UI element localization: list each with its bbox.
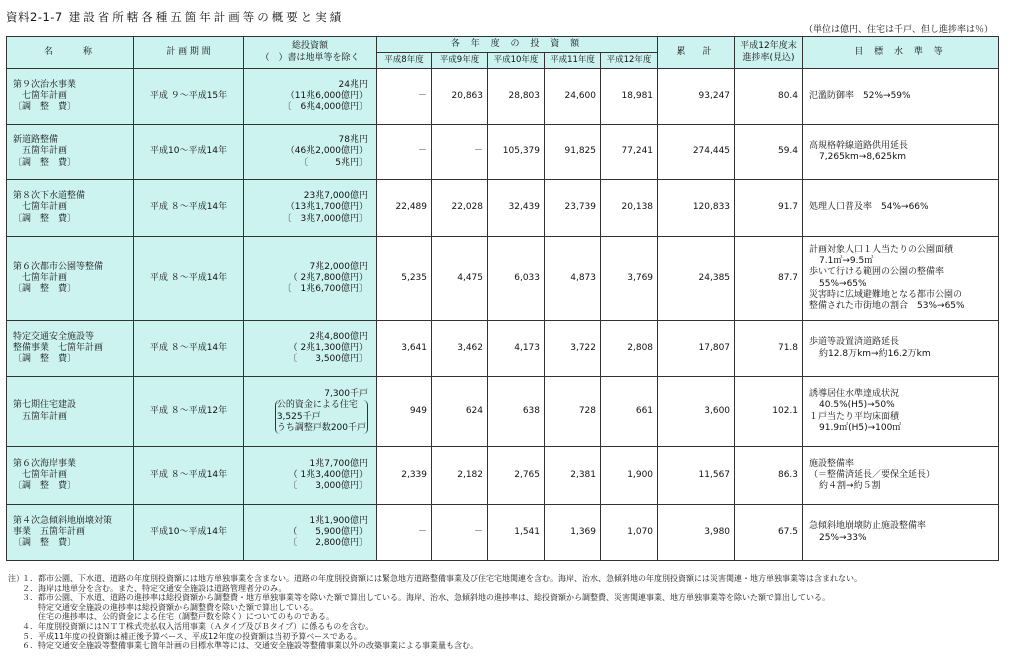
target-level-cell (803, 447, 999, 505)
plan-name-line: 〔調 整 費〕 (13, 213, 77, 224)
yearly-investment-cell: － (377, 505, 432, 561)
cumulative-cell: 120,833 (658, 180, 735, 237)
plan-name-line: 新道路整備 (13, 135, 59, 146)
budget-line: 〔 1兆6,700億円〕 (282, 284, 368, 295)
yearly-investment-cell: 20,138 (601, 180, 658, 237)
table-row (7, 447, 999, 505)
unit-note: （単位は億円、住宅は千戸、但し進捗率は％） (803, 25, 993, 35)
plan-name-line: 第七期住宅建設 (13, 400, 77, 411)
yearly-investment-cell: 77,241 (601, 125, 658, 180)
total-budget-cell (244, 447, 377, 505)
plan-name-cell (7, 125, 134, 180)
header-progress-line1: 平成12年度末 (740, 41, 797, 52)
budget-line: 7兆2,000億円 (309, 261, 368, 272)
footnote-item: ５．平成11年度の投資額は補正後予算ベース、平成12年度の投資額は当初予算ベースである。 (22, 631, 362, 641)
yearly-investment-cell: 4,475 (432, 237, 488, 321)
table-row (7, 237, 999, 321)
target-line: 25%→33% (819, 532, 867, 543)
footnote-item: １．都市公園、下水道、道路の年度別投資額には地方単独事業を含まない。道路の年度別投資額には緊急地方道路整備事業及び住宅宅地関連を含む。海岸、治水、急傾斜地の年度別投資額には災害関連・地方単独事業等は含まれない。 (22, 574, 862, 583)
document-title (6, 9, 344, 25)
header-year: 平成8年度 (377, 53, 432, 69)
budget-line: 〔 3,500億円〕 (288, 354, 368, 365)
budget-line: 24兆円 (338, 79, 368, 90)
plan-period-cell: 平成 ８～平成14年 (134, 447, 244, 505)
yearly-investment-cell: 1,369 (545, 505, 601, 561)
plan-name-line: 七箇年計画 (13, 202, 68, 213)
plan-name-line: 七箇年計画 (13, 90, 68, 101)
budget-box-line: うち調整戸数200千戸 (276, 422, 366, 433)
yearly-investment-cell: 32,439 (488, 180, 545, 237)
yearly-investment-cell: 18,981 (601, 69, 658, 125)
target-line: 整備された市街地の割合 53%→65% (809, 301, 965, 311)
table-row (7, 505, 999, 561)
target-level-cell (803, 321, 999, 377)
plan-name-line: 第９次治水事業 (13, 79, 77, 90)
footnotes-label: 注） (8, 574, 24, 583)
yearly-investment-cell: 22,028 (432, 180, 488, 237)
progress-rate-cell: 87.7 (735, 237, 803, 321)
progress-rate-cell: 71.8 (735, 321, 803, 377)
total-budget-cell (244, 237, 377, 321)
yearly-investment-cell: 638 (488, 377, 545, 447)
target-level-cell (803, 377, 999, 447)
total-budget-cell (244, 125, 377, 180)
yearly-investment-cell: 2,182 (432, 447, 488, 505)
budget-box-line: 3,525千戸 (276, 411, 321, 422)
header-year: 平成9年度 (432, 53, 488, 69)
plan-period-cell: 平成 ９～平成15年 (134, 69, 244, 125)
progress-rate-cell: 91.7 (735, 180, 803, 237)
plan-name-line: 事業 五箇年計画 (13, 526, 86, 537)
budget-line: 〔 5兆円〕 (299, 157, 368, 168)
target-line: １戸当たり平均床面積 (809, 411, 900, 422)
plan-name-line: 七箇年計画 (13, 272, 68, 283)
header-name: 名 称 (7, 37, 134, 69)
plan-name-line: 五箇年計画 (13, 146, 68, 157)
plan-period-cell: 平成10～平成14年 (134, 125, 244, 180)
target-line: 歩いて行ける範囲の公園の整備率 (809, 267, 945, 278)
plan-name-line: 〔調 整 費〕 (13, 102, 77, 113)
target-line: 約12.8万km→約16.2万km (819, 348, 931, 359)
table-row (7, 69, 999, 125)
yearly-investment-cell: 4,173 (488, 321, 545, 377)
header-cumulative: 累 計 (658, 37, 735, 69)
budget-line: （ 2兆1,300億円） (288, 342, 368, 353)
yearly-investment-cell: 1,541 (488, 505, 545, 561)
target-line: 約４割→約５割 (819, 481, 881, 492)
target-line: 高規格幹線道路供用延長 (809, 140, 909, 151)
yearly-investment-cell: 5,235 (377, 237, 432, 321)
yearly-investment-cell: 3,722 (545, 321, 601, 377)
target-line: 氾濫防御率 52%→59% (809, 90, 911, 101)
header-progress-line2: 進捗率(見込) (742, 52, 795, 63)
yearly-investment-cell: 105,379 (488, 125, 545, 180)
yearly-investment-cell: 1,900 (601, 447, 658, 505)
footnotes-list (22, 574, 862, 651)
budget-line: 1兆1,900億円 (309, 515, 368, 526)
budget-line: 78兆円 (338, 135, 368, 146)
budget-line: 〔 3,000億円〕 (288, 481, 368, 492)
plan-period-cell: 平成10～平成14年 (134, 505, 244, 561)
yearly-investment-cell: 2,339 (377, 447, 432, 505)
header-budget (244, 37, 377, 69)
budget-line: 〔 2,800億円〕 (288, 538, 368, 549)
yearly-investment-cell: － (432, 505, 488, 561)
plan-name-line: 〔調 整 費〕 (13, 354, 77, 365)
progress-rate-cell: 102.1 (735, 377, 803, 447)
header-progress (735, 37, 803, 69)
target-line: （＝整備済延長／要保全延長） (809, 469, 936, 480)
yearly-investment-cell: － (377, 69, 432, 125)
header-year: 平成12年度 (601, 53, 658, 69)
target-line: 災害時に広域避難地となる都市公園の (809, 289, 963, 300)
yearly-investment-cell: 28,803 (488, 69, 545, 125)
yearly-investment-cell: 3,462 (432, 321, 488, 377)
plan-name-line: 第６次海岸事業 (13, 458, 77, 469)
target-line: 計画対象人口１人当たりの公園面積 (809, 244, 954, 255)
plan-name-line: 特定交通安全施設等 (13, 331, 95, 342)
yearly-investment-cell: 1,070 (601, 505, 658, 561)
footnote-item: ４．年度別投資額にはＮＴＴ株式売払収入活用事業（Ａタイプ及びＢタイプ）に係るものを含む。 (22, 621, 374, 631)
plan-name-line: 七箇年計画 (13, 469, 68, 480)
target-line: 施設整備率 (809, 458, 855, 469)
yearly-investment-cell: 20,863 (432, 69, 488, 125)
budget-box-line: 公的資金による住宅 (276, 400, 358, 411)
plan-period-cell: 平成 ８～平成14年 (134, 180, 244, 237)
total-budget-cell (244, 377, 377, 447)
plan-name-line: 第４次急傾斜地崩壊対策 (13, 515, 113, 526)
yearly-investment-cell: 661 (601, 377, 658, 447)
yearly-investment-cell: 2,381 (545, 447, 601, 505)
budget-line: 〔 3兆7,000億円〕 (282, 213, 368, 224)
cumulative-cell: 17,807 (658, 321, 735, 377)
target-level-cell (803, 180, 999, 237)
cumulative-cell: 24,385 (658, 237, 735, 321)
plan-period-cell: 平成 ８～平成14年 (134, 237, 244, 321)
yearly-investment-cell: 23,739 (545, 180, 601, 237)
target-level-cell (803, 125, 999, 180)
target-line: 誘導居住水準達成状況 (809, 389, 900, 399)
table-row (7, 377, 999, 447)
header-investment-group: 各 年 度 の 投 資 額 (377, 37, 658, 53)
footnote-item: 住宅の進捗率は、公的資金による住宅（調整戸数を除く）についてのものである。 (22, 612, 334, 622)
total-budget-cell (244, 69, 377, 125)
budget-line: （ 1兆3,400億円） (288, 469, 368, 480)
cumulative-cell: 93,247 (658, 69, 735, 125)
budget-line: 1兆7,700億円 (309, 458, 368, 469)
footnote-item: ２．海岸は地単分を含む。また、特定交通安全施設は道路管理者分のみ。 (22, 583, 287, 593)
total-budget-cell (244, 180, 377, 237)
cumulative-cell: 3,980 (658, 505, 735, 561)
header-year: 平成11年度 (545, 53, 601, 69)
plan-name-cell (7, 505, 134, 561)
plan-name-cell (7, 377, 134, 447)
budget-line: 2兆4,800億円 (309, 331, 368, 342)
yearly-investment-cell: 624 (432, 377, 488, 447)
plan-name-line: 〔調 整 費〕 (13, 157, 77, 168)
target-line: 処理人口普及率 54%→66% (809, 202, 929, 213)
plan-name-cell (7, 321, 134, 377)
plan-name-line: 五箇年計画 (13, 411, 68, 422)
plan-name-line: 整備事業 七箇年計画 (13, 342, 104, 353)
budget-bracket-box (275, 400, 368, 434)
table-row (7, 125, 999, 180)
footnote-item: 特定交通安全施設の進捗率は総投資額から調整費を除いた額で算出している。 (22, 602, 318, 612)
progress-rate-cell: 86.3 (735, 447, 803, 505)
footnote-item: ６．特定交通安全施設等整備事業七箇年計画の目標水準等には、交通安全施設等整備事業以外の改築事業による事業量も含む。 (22, 641, 478, 651)
progress-rate-cell: 80.4 (735, 69, 803, 125)
budget-line: （46兆2,000億円） (285, 146, 368, 157)
yearly-investment-cell: 2,808 (601, 321, 658, 377)
document-id: 資料2-1-7 (6, 10, 63, 24)
header-period: 計 画 期 間 (134, 37, 244, 69)
plan-name-cell (7, 69, 134, 125)
table-row (7, 180, 999, 237)
target-line: 歩道等設置済道路延長 (809, 337, 900, 348)
yearly-investment-cell: 24,600 (545, 69, 601, 125)
yearly-investment-cell: 3,769 (601, 237, 658, 321)
yearly-investment-cell: 728 (545, 377, 601, 447)
yearly-investment-cell: 2,765 (488, 447, 545, 505)
budget-line: 7,300千戸 (324, 389, 368, 399)
plan-name-cell (7, 447, 134, 505)
cumulative-cell: 11,567 (658, 447, 735, 505)
progress-rate-cell: 59.4 (735, 125, 803, 180)
plan-name-line: 第８次下水道整備 (13, 191, 86, 202)
plan-name-cell (7, 237, 134, 321)
footnote-item: ３．都市公園、下水道、道路の進捗率は総投資額から調整費・地方単独事業等を除いた額で算出している。海岸、治水、急傾斜地の進捗率は、総投資額から調整費、災害関連事業、地方単独事業等を除いた額で算出している。 (22, 593, 830, 603)
target-line: 7.1㎡→9.5㎡ (819, 256, 874, 266)
cumulative-cell: 274,445 (658, 125, 735, 180)
yearly-investment-cell: 4,873 (545, 237, 601, 321)
target-level-cell (803, 69, 999, 125)
yearly-investment-cell: 22,489 (377, 180, 432, 237)
plan-name-line: 〔調 整 費〕 (13, 481, 77, 492)
target-line: 急傾斜地崩壊防止施設整備率 (809, 521, 927, 532)
header-budget-line2: （ ）書は地単等を除く (260, 52, 360, 63)
document-title-text: 建設省所轄各種五箇年計画等の概要と実績 (68, 10, 345, 24)
budget-line: （ 2兆7,800億円） (288, 272, 368, 283)
plan-period-cell: 平成 ８～平成12年 (134, 377, 244, 447)
target-level-cell (803, 505, 999, 561)
plan-name-line: 〔調 整 費〕 (13, 284, 77, 295)
target-level-cell (803, 237, 999, 321)
budget-line: 23兆7,000億円 (303, 191, 368, 202)
header-budget-line1: 総投資額 (291, 41, 328, 52)
target-line: 55%→65% (819, 278, 867, 289)
header-year: 平成10年度 (488, 53, 545, 69)
target-line: 40.5%(H5)→50% (819, 400, 895, 411)
header-target: 目 標 水 準 等 (803, 37, 999, 69)
budget-line: （13兆1,700億円） (285, 202, 368, 213)
target-line: 7,265km→8,625km (819, 152, 907, 162)
cumulative-cell: 3,600 (658, 377, 735, 447)
plan-name-line: 〔調 整 費〕 (13, 538, 77, 549)
yearly-investment-cell: 6,033 (488, 237, 545, 321)
yearly-investment-cell: 949 (377, 377, 432, 447)
yearly-investment-cell: － (432, 125, 488, 180)
total-budget-cell (244, 321, 377, 377)
plan-name-line: 第６次都市公園等整備 (13, 261, 104, 272)
yearly-investment-cell: 3,641 (377, 321, 432, 377)
plan-name-cell (7, 180, 134, 237)
budget-line: 〔 6兆4,000億円〕 (282, 102, 368, 113)
budget-line: （11兆6,000億円） (285, 90, 368, 101)
budget-line: （ 5,900億円） (288, 526, 368, 537)
target-line: 91.9㎡(H5)→100㎡ (819, 422, 902, 433)
footnotes (8, 574, 862, 651)
total-budget-cell (244, 505, 377, 561)
progress-rate-cell: 67.5 (735, 505, 803, 561)
plans-table (6, 36, 999, 561)
plan-period-cell: 平成 ８～平成14年 (134, 321, 244, 377)
yearly-investment-cell: － (377, 125, 432, 180)
table-row (7, 321, 999, 377)
yearly-investment-cell: 91,825 (545, 125, 601, 180)
